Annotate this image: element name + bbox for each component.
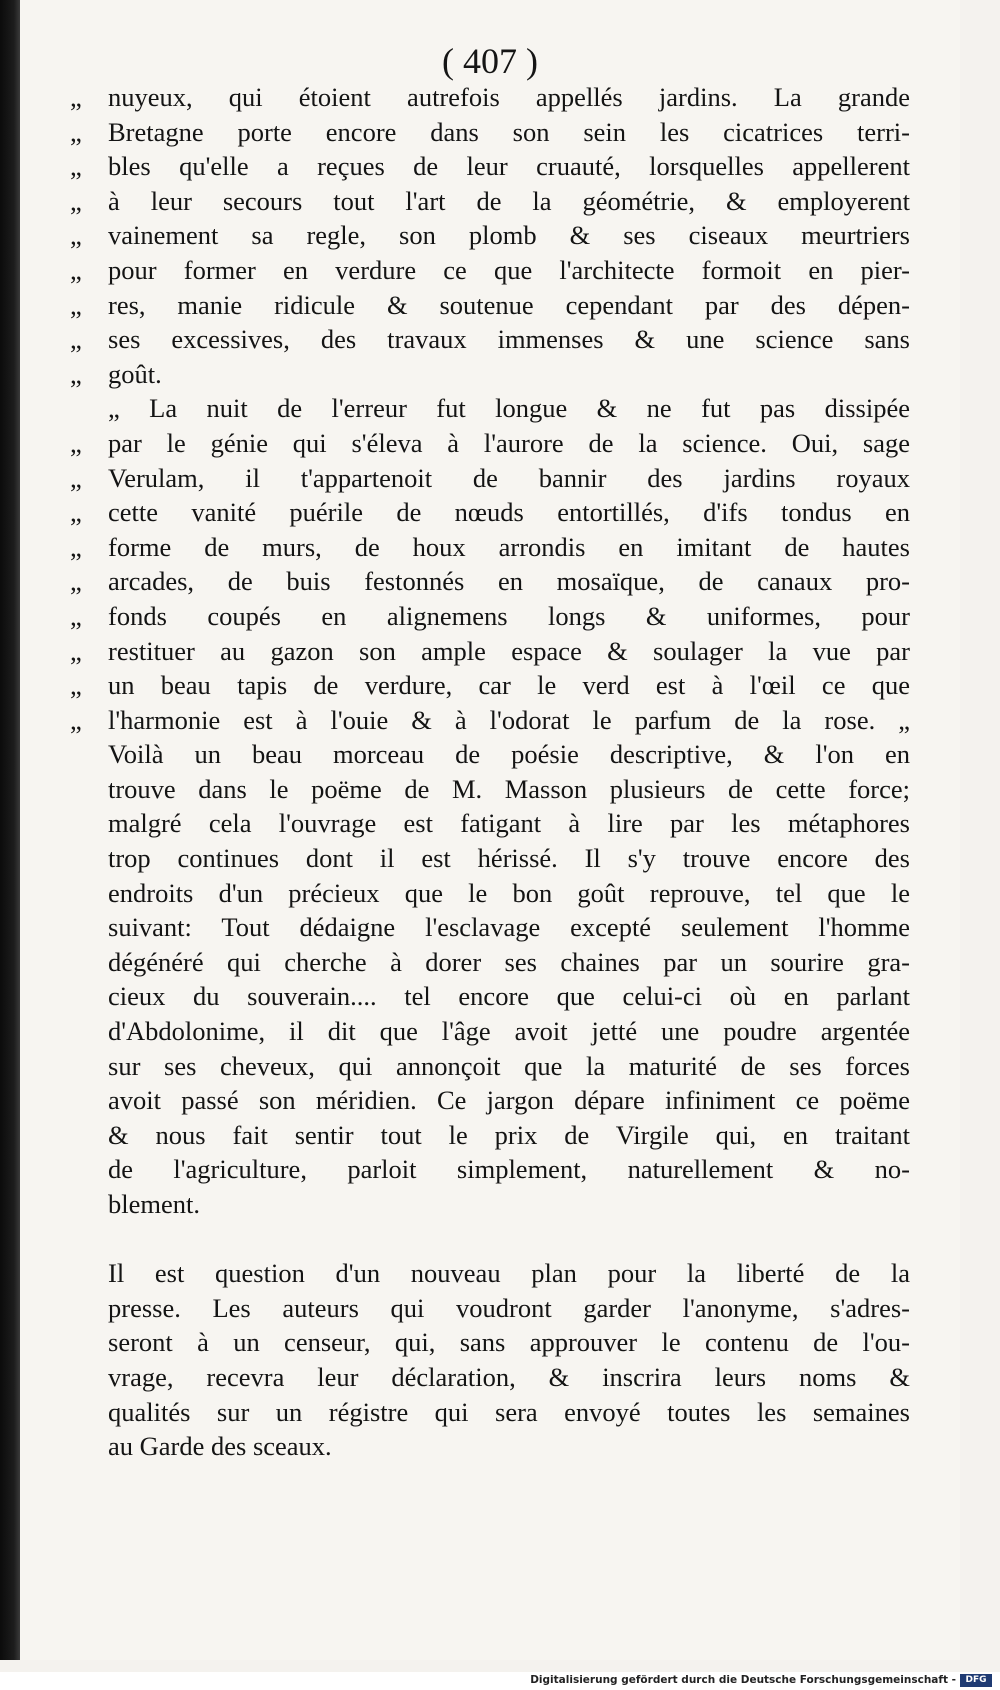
text-line bbox=[70, 1256, 910, 1291]
line-text: d'Abdolonime, il dit que l'âge avoit jetté une poudre argentée bbox=[108, 1016, 910, 1047]
line-text: ses excessives, des travaux immenses & une science sans bbox=[108, 324, 910, 355]
text-line bbox=[70, 461, 910, 496]
text-line bbox=[70, 1395, 910, 1430]
quote-mark: „ bbox=[70, 427, 82, 458]
quote-mark: „ bbox=[70, 670, 82, 701]
line-text: Verulam, il t'appartenoit de bannir des jardins royaux bbox=[108, 462, 910, 493]
line-text: cette vanité puérile de nœuds entortillés, d'ifs tondus en bbox=[108, 497, 910, 528]
text-line bbox=[70, 1360, 910, 1395]
line-text: dégénéré qui cherche à dorer ses chaines par un sourire gra- bbox=[108, 946, 910, 977]
text-line bbox=[70, 1429, 910, 1464]
quote-mark: „ bbox=[70, 151, 82, 182]
line-text: seront à un censeur, qui, sans approuver le contenu de l'ou- bbox=[108, 1327, 910, 1358]
digitization-footer bbox=[0, 1672, 1000, 1690]
line-text: Il est question d'un nouveau plan pour la liberté de la bbox=[108, 1258, 910, 1289]
text-line bbox=[70, 357, 910, 392]
text-line bbox=[70, 115, 910, 150]
body-text bbox=[70, 80, 910, 1464]
quote-mark: „ bbox=[70, 220, 82, 251]
text-line bbox=[70, 1152, 910, 1187]
line-text: forme de murs, de houx arrondis en imitant de hautes bbox=[108, 531, 910, 562]
quote-mark: „ bbox=[70, 254, 82, 285]
quote-mark: „ bbox=[70, 185, 82, 216]
text-line bbox=[70, 806, 910, 841]
line-text: au Garde des sceaux. bbox=[108, 1431, 332, 1462]
text-line bbox=[70, 979, 910, 1014]
footer-credit: Digitalisierung gefördert durch die Deutsche Forschungsgemeinschaft - bbox=[530, 1674, 956, 1686]
text-line bbox=[70, 1014, 910, 1049]
text-line bbox=[70, 218, 910, 253]
line-text: suivant: Tout dédaigne l'esclavage excepté seulement l'homme bbox=[108, 912, 910, 943]
quote-mark: „ bbox=[70, 531, 82, 562]
line-text: un beau tapis de verdure, car le verd est à l'œil ce que bbox=[108, 670, 910, 701]
book-page bbox=[20, 0, 960, 1660]
paragraph-gap bbox=[70, 1222, 910, 1257]
text-line bbox=[70, 184, 910, 219]
text-line bbox=[70, 772, 910, 807]
line-text: malgré cela l'ouvrage est fatigant à lire par les métaphores bbox=[108, 808, 910, 839]
quote-mark: „ bbox=[70, 497, 82, 528]
line-text: presse. Les auteurs qui voudront garder l'anonyme, s'adres- bbox=[108, 1292, 910, 1323]
line-text: blement. bbox=[108, 1189, 200, 1219]
text-line bbox=[70, 945, 910, 980]
line-text: Bretagne porte encore dans son sein les cicatrices terri- bbox=[108, 116, 910, 147]
page-number: ( 407 ) bbox=[442, 41, 538, 81]
text-line bbox=[70, 841, 910, 876]
text-line bbox=[70, 495, 910, 530]
text-line bbox=[70, 322, 910, 357]
line-text: de l'agriculture, parloit simplement, naturellement & no- bbox=[108, 1154, 910, 1185]
text-line bbox=[70, 391, 910, 426]
text-line bbox=[70, 1325, 910, 1360]
line-text: bles qu'elle a reçues de leur cruauté, lorsquelles appellerent bbox=[108, 151, 910, 182]
line-text: sur ses cheveux, qui annonçoit que la maturité de ses forces bbox=[108, 1050, 910, 1081]
text-line bbox=[70, 1187, 910, 1222]
line-text: vrage, recevra leur déclaration, & inscrira leurs noms & bbox=[108, 1361, 910, 1392]
line-text: & nous fait sentir tout le prix de Virgile qui, en traitant bbox=[108, 1119, 910, 1150]
text-line bbox=[70, 668, 910, 703]
line-text: res, manie ridicule & soutenue cependant par des dépen- bbox=[108, 289, 910, 320]
line-text: qualités sur un régistre qui sera envoyé toutes les semaines bbox=[108, 1396, 910, 1427]
dfg-logo: DFG bbox=[960, 1674, 992, 1687]
line-text: nuyeux, qui étoient autrefois appellés jardins. La grande bbox=[108, 82, 910, 112]
text-line bbox=[70, 1083, 910, 1118]
line-text: pour former en verdure ce que l'architecte formoit en pier- bbox=[108, 254, 910, 285]
line-text: endroits d'un précieux que le bon goût reprouve, tel que le bbox=[108, 877, 910, 908]
text-line bbox=[70, 1291, 910, 1326]
line-text: arcades, de buis festonnés en mosaïque, de canaux pro- bbox=[108, 566, 910, 597]
quote-mark: „ bbox=[70, 289, 82, 320]
text-line bbox=[70, 288, 910, 323]
line-text: vainement sa regle, son plomb & ses ciseaux meurtriers bbox=[108, 220, 910, 251]
line-text: à leur secours tout l'art de la géométrie, & employerent bbox=[108, 185, 910, 216]
quote-mark: „ bbox=[70, 324, 82, 355]
line-text: „ La nuit de l'erreur fut longue & ne fut pas dissipée bbox=[108, 393, 910, 424]
quote-mark: „ bbox=[70, 358, 82, 389]
line-text: avoit passé son méridien. Ce jargon dépare infiniment ce poëme bbox=[108, 1085, 910, 1116]
quote-mark: „ bbox=[70, 566, 82, 597]
book-binding-edge bbox=[0, 0, 20, 1660]
text-line bbox=[70, 426, 910, 461]
quote-mark: „ bbox=[70, 600, 82, 631]
line-text: l'harmonie est à l'ouie & à l'odorat le parfum de la rose. „ bbox=[108, 704, 910, 735]
text-line bbox=[70, 737, 910, 772]
quote-mark: „ bbox=[70, 82, 82, 112]
quote-mark: „ bbox=[70, 462, 82, 493]
text-line bbox=[70, 634, 910, 669]
text-line bbox=[70, 1049, 910, 1084]
line-text: fonds coupés en alignemens longs & uniformes, pour bbox=[108, 600, 910, 631]
line-text: Voilà un beau morceau de poésie descriptive, & l'on en bbox=[108, 739, 910, 770]
line-text: trop continues dont il est hérissé. Il s'y trouve encore des bbox=[108, 843, 910, 874]
line-text: restituer au gazon son ample espace & soulager la vue par bbox=[108, 635, 910, 666]
text-line bbox=[70, 599, 910, 634]
text-line bbox=[70, 530, 910, 565]
line-text: trouve dans le poëme de M. Masson plusieurs de cette force; bbox=[108, 773, 910, 804]
text-line bbox=[70, 910, 910, 945]
quote-mark: „ bbox=[70, 704, 82, 735]
text-line bbox=[70, 703, 910, 738]
line-text: par le génie qui s'éleva à l'aurore de la science. Oui, sage bbox=[108, 427, 910, 458]
quote-mark: „ bbox=[70, 635, 82, 666]
text-line bbox=[70, 876, 910, 911]
text-line bbox=[70, 253, 910, 288]
quote-mark: „ bbox=[70, 116, 82, 147]
text-line bbox=[70, 80, 910, 115]
text-line bbox=[70, 1118, 910, 1153]
line-text: cieux du souverain.... tel encore que celui-ci où en parlant bbox=[108, 981, 910, 1012]
text-line bbox=[70, 149, 910, 184]
text-line bbox=[70, 564, 910, 599]
line-text: goût. bbox=[108, 358, 162, 389]
